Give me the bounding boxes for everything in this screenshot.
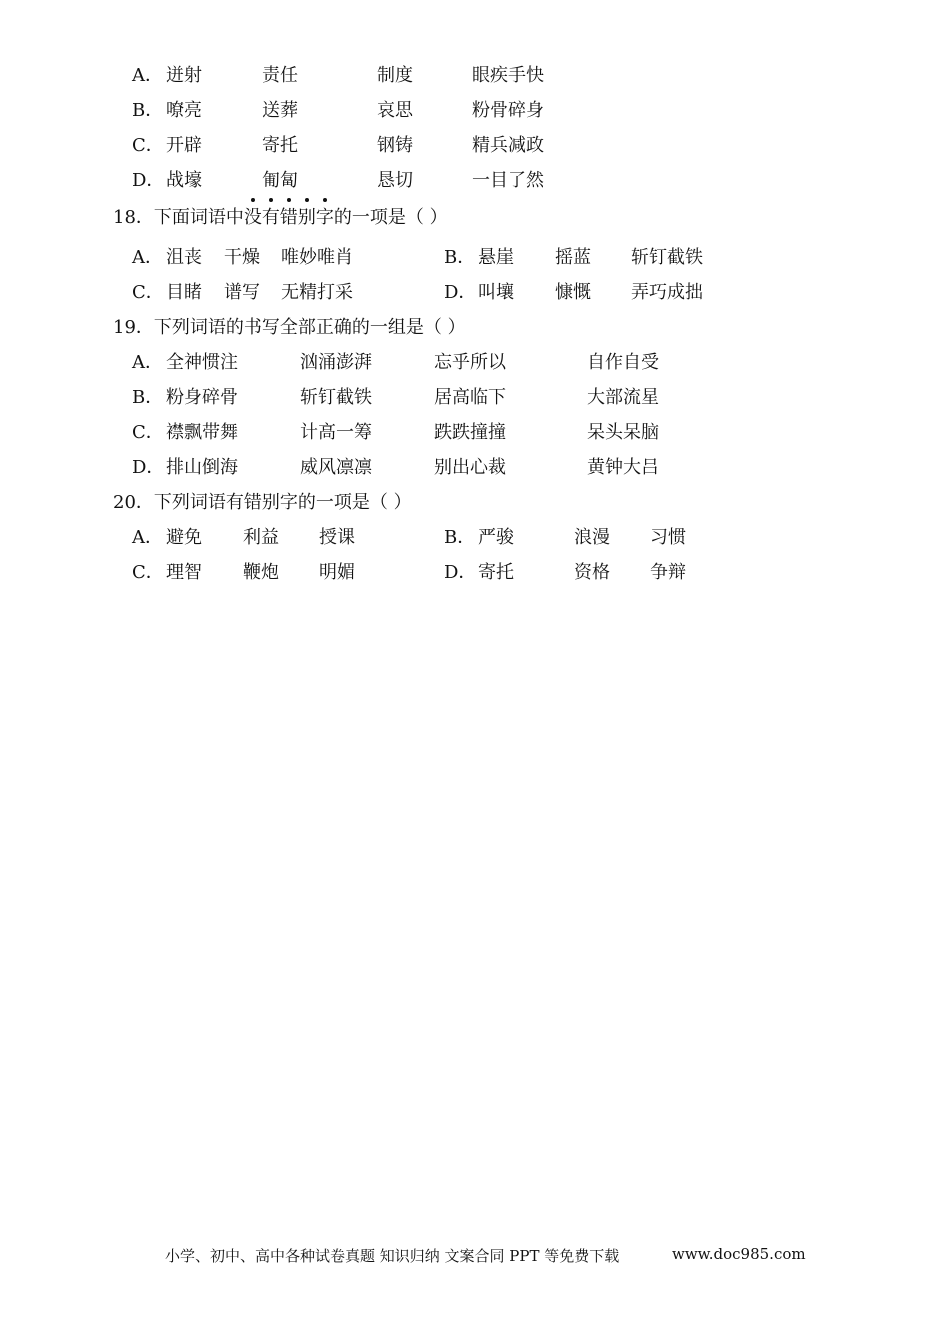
option-word: 全神惯注 (166, 352, 238, 373)
option-word: 叫壤 (478, 282, 514, 303)
option-word: 汹涌澎湃 (300, 352, 372, 373)
option-word: 资格 (574, 562, 610, 583)
option-letter: A． (132, 352, 163, 373)
option-word: 授课 (319, 527, 355, 548)
q19-stem: 19．下列词语的书写全部正确的一组是（ ） (113, 317, 466, 338)
option-word: 寄托 (262, 135, 298, 156)
option-word: 习惯 (650, 527, 686, 548)
option-word: 无精打采 (281, 282, 353, 303)
option-word: 嘹亮 (166, 100, 202, 121)
option-word: 迸射 (166, 65, 202, 86)
emphasis-char: 字 (316, 206, 334, 230)
q18-stem-before: 18．下面词语中 (113, 207, 244, 228)
q18-stem-after: 的一项是（ ） (333, 207, 448, 228)
option-word: 呆头呆脑 (587, 422, 659, 443)
option-letter: A． (132, 65, 163, 86)
option-word: 明媚 (319, 562, 355, 583)
option-word: 送葬 (262, 100, 298, 121)
option-letter: C． (132, 135, 164, 156)
q20-stem: 20．下列词语有错别字的一项是（ ） (113, 492, 412, 513)
option-word: 钢铸 (377, 135, 413, 156)
option-word: 摇蓝 (555, 247, 591, 268)
option-word: 眼疾手快 (472, 65, 544, 86)
option-word: 制度 (377, 65, 413, 86)
option-word: 别出心裁 (434, 457, 506, 478)
option-word: 浪漫 (574, 527, 610, 548)
option-word: 悬崖 (478, 247, 514, 268)
option-word: 计高一筹 (300, 422, 372, 443)
option-word: 寄托 (478, 562, 514, 583)
page-footer (165, 1245, 806, 1266)
option-letter: B． (444, 527, 476, 548)
option-word: 谱写 (224, 282, 260, 303)
option-word: 沮丧 (166, 247, 202, 268)
option-word: 襟飘带舞 (166, 422, 238, 443)
emphasis-char: 有 (262, 206, 280, 230)
option-word: 唯妙唯肖 (281, 247, 353, 268)
option-word: 恳切 (377, 170, 413, 191)
option-word: 严骏 (478, 527, 514, 548)
option-word: 鞭炮 (243, 562, 279, 583)
emphasis-char: 别 (298, 206, 316, 230)
option-word: 哀思 (377, 100, 413, 121)
option-word: 威风凛凛 (300, 457, 372, 478)
option-word: 利益 (243, 527, 279, 548)
option-word: 大部流星 (587, 387, 659, 408)
emphasis-dot (323, 198, 327, 202)
emphasis-dot (251, 198, 255, 202)
option-word: 粉骨碎身 (472, 100, 544, 121)
option-word: 居高临下 (434, 387, 506, 408)
q18-stem (113, 206, 448, 230)
option-letter: A． (132, 247, 163, 268)
option-word: 忘乎所以 (434, 352, 506, 373)
option-word: 目睹 (166, 282, 202, 303)
emphasis-char: 没 (244, 206, 262, 230)
emphasis-char: 错 (280, 206, 298, 230)
option-word: 争辩 (650, 562, 686, 583)
option-word: 避免 (166, 527, 202, 548)
footer-url[interactable]: www.doc985.com (672, 1245, 806, 1263)
option-letter: D． (132, 457, 165, 478)
footer-text: 小学、初中、高中各种试卷真题 知识归纳 文案合同 PPT 等免费下载 (165, 1247, 620, 1265)
option-word: 精兵减政 (472, 135, 544, 156)
option-letter: B． (444, 247, 476, 268)
option-word: 跌跌撞撞 (434, 422, 506, 443)
option-word: 责任 (262, 65, 298, 86)
option-word: 自作自受 (587, 352, 659, 373)
option-word: 弄巧成拙 (631, 282, 703, 303)
option-letter: B． (132, 100, 164, 121)
option-word: 一目了然 (472, 170, 544, 191)
emphasis-dot (305, 198, 309, 202)
option-letter: B． (132, 387, 164, 408)
option-word: 黄钟大吕 (587, 457, 659, 478)
option-letter: C． (132, 422, 164, 443)
option-word: 干燥 (224, 247, 260, 268)
option-letter: C． (132, 562, 164, 583)
option-letter: D． (132, 170, 165, 191)
option-letter: C． (132, 282, 164, 303)
option-word: 战壕 (166, 170, 202, 191)
option-letter: A． (132, 527, 163, 548)
option-word: 开辟 (166, 135, 202, 156)
option-word: 慷慨 (555, 282, 591, 303)
emphasis-dot (287, 198, 291, 202)
option-word: 粉身碎骨 (166, 387, 238, 408)
emphasis-dot (269, 198, 273, 202)
option-word: 斩钉截铁 (300, 387, 372, 408)
option-word: 斩钉截铁 (631, 247, 703, 268)
option-word: 排山倒海 (166, 457, 238, 478)
option-word: 理智 (166, 562, 202, 583)
option-letter: D． (444, 562, 477, 583)
option-word: 匍匐 (262, 170, 298, 191)
option-letter: D． (444, 282, 477, 303)
